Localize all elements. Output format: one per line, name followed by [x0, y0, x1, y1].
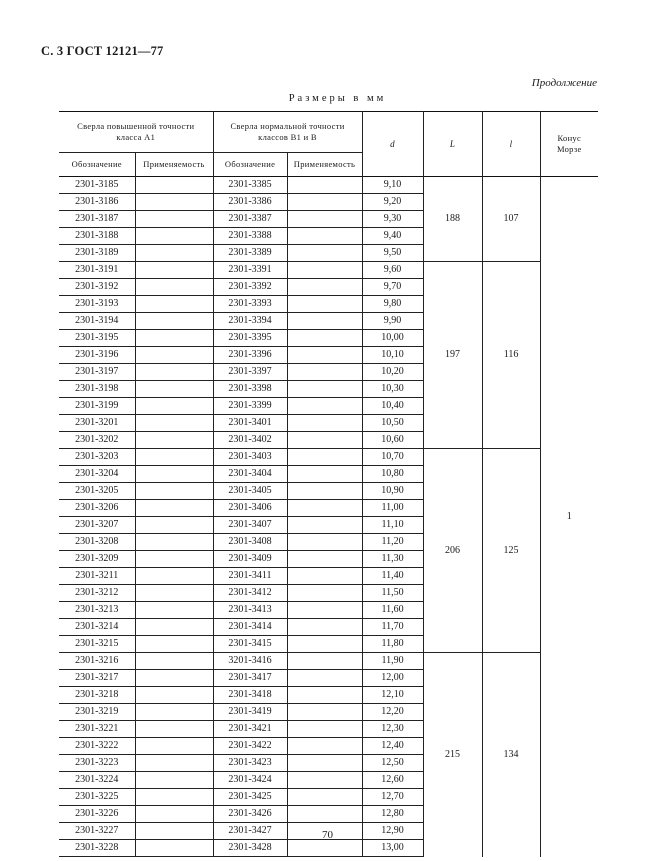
applicability-b-cell [287, 364, 362, 381]
designation-b-cell: 2301-3396 [213, 347, 287, 364]
applicability-a1-cell [135, 466, 213, 483]
diameter-cell: 10,40 [362, 398, 423, 415]
diameter-cell: 12,90 [362, 823, 423, 840]
applicability-a1-cell [135, 347, 213, 364]
applicability-b-cell [287, 466, 362, 483]
applicability-a1-cell [135, 551, 213, 568]
designation-a1-cell: 2301-3216 [59, 653, 135, 670]
column-header-morse: Конус Морзе [540, 112, 598, 177]
column-header-applicability-b: Применяемость [287, 153, 362, 177]
designation-a1-cell: 2301-3228 [59, 840, 135, 857]
applicability-b-cell [287, 568, 362, 585]
diameter-cell: 10,90 [362, 483, 423, 500]
diameter-cell: 11,10 [362, 517, 423, 534]
column-header-applicability-a1: Применяемость [135, 153, 213, 177]
applicability-a1-cell [135, 245, 213, 262]
designation-b-cell: 2301-3394 [213, 313, 287, 330]
table-row [59, 449, 598, 466]
applicability-a1-cell [135, 517, 213, 534]
applicability-a1-cell [135, 738, 213, 755]
applicability-a1-cell [135, 840, 213, 857]
applicability-a1-cell [135, 636, 213, 653]
designation-b-cell: 2301-3393 [213, 296, 287, 313]
applicability-a1-cell [135, 483, 213, 500]
designation-a1-cell: 2301-3194 [59, 313, 135, 330]
applicability-b-cell [287, 653, 362, 670]
diameter-cell: 10,80 [362, 466, 423, 483]
designation-b-cell: 2301-3389 [213, 245, 287, 262]
column-header-designation-b: Обозначение [213, 153, 287, 177]
diameter-cell: 10,20 [362, 364, 423, 381]
applicability-b-cell [287, 789, 362, 806]
applicability-b-cell [287, 721, 362, 738]
designation-a1-cell: 2301-3223 [59, 755, 135, 772]
designation-a1-cell: 2301-3226 [59, 806, 135, 823]
applicability-a1-cell [135, 313, 213, 330]
group-header-b: Сверла нормальной точности классов В1 и В [213, 112, 362, 153]
designation-a1-cell: 2301-3196 [59, 347, 135, 364]
applicability-b-cell [287, 279, 362, 296]
designation-a1-cell: 2301-3199 [59, 398, 135, 415]
applicability-b-cell [287, 415, 362, 432]
applicability-b-cell [287, 551, 362, 568]
document-header: С. 3 ГОСТ 12121—77 [41, 44, 164, 58]
applicability-a1-cell [135, 585, 213, 602]
applicability-b-cell [287, 228, 362, 245]
designation-a1-cell: 2301-3219 [59, 704, 135, 721]
designation-b-cell: 2301-3413 [213, 602, 287, 619]
column-header-l: l [482, 112, 540, 177]
designation-b-cell: 2301-3417 [213, 670, 287, 687]
designation-b-cell: 2301-3424 [213, 772, 287, 789]
diameter-cell: 11,80 [362, 636, 423, 653]
applicability-b-cell [287, 432, 362, 449]
applicability-b-cell [287, 296, 362, 313]
designation-b-cell: 2301-3411 [213, 568, 287, 585]
applicability-b-cell [287, 670, 362, 687]
length-l-cell: 107 [482, 177, 540, 262]
applicability-b-cell [287, 500, 362, 517]
designation-a1-cell: 2301-3201 [59, 415, 135, 432]
applicability-a1-cell [135, 755, 213, 772]
designation-a1-cell: 2301-3207 [59, 517, 135, 534]
applicability-a1-cell [135, 330, 213, 347]
designation-b-cell: 2301-3426 [213, 806, 287, 823]
diameter-cell: 11,30 [362, 551, 423, 568]
diameter-cell: 9,80 [362, 296, 423, 313]
applicability-a1-cell [135, 279, 213, 296]
table-row [59, 653, 598, 670]
applicability-b-cell [287, 534, 362, 551]
applicability-b-cell [287, 806, 362, 823]
designation-a1-cell: 2301-3195 [59, 330, 135, 347]
designation-b-cell: 2301-3423 [213, 755, 287, 772]
designation-a1-cell: 2301-3202 [59, 432, 135, 449]
applicability-b-cell [287, 194, 362, 211]
designation-a1-cell: 2301-3225 [59, 789, 135, 806]
diameter-cell: 10,60 [362, 432, 423, 449]
designation-a1-cell: 2301-3187 [59, 211, 135, 228]
designation-a1-cell: 2301-3222 [59, 738, 135, 755]
table-row [59, 262, 598, 279]
designation-a1-cell: 2301-3217 [59, 670, 135, 687]
diameter-cell: 12,20 [362, 704, 423, 721]
designation-a1-cell: 2301-3185 [59, 177, 135, 194]
applicability-a1-cell [135, 789, 213, 806]
designation-a1-cell: 2301-3197 [59, 364, 135, 381]
designation-a1-cell: 2301-3221 [59, 721, 135, 738]
diameter-cell: 12,10 [362, 687, 423, 704]
applicability-b-cell [287, 449, 362, 466]
column-header-designation-a1: Обозначение [59, 153, 135, 177]
diameter-cell: 12,50 [362, 755, 423, 772]
diameter-cell: 13,00 [362, 840, 423, 857]
applicability-a1-cell [135, 211, 213, 228]
designation-b-cell: 2301-3421 [213, 721, 287, 738]
applicability-a1-cell [135, 721, 213, 738]
length-l-cell: 125 [482, 449, 540, 653]
diameter-cell: 9,30 [362, 211, 423, 228]
diameter-cell: 9,50 [362, 245, 423, 262]
designation-a1-cell: 2301-3191 [59, 262, 135, 279]
applicability-b-cell [287, 517, 362, 534]
diameter-cell: 11,40 [362, 568, 423, 585]
designation-b-cell: 2301-3408 [213, 534, 287, 551]
applicability-b-cell [287, 636, 362, 653]
designation-a1-cell: 2301-3203 [59, 449, 135, 466]
designation-b-cell: 2301-3388 [213, 228, 287, 245]
designation-a1-cell: 2301-3215 [59, 636, 135, 653]
applicability-a1-cell [135, 449, 213, 466]
designation-b-cell: 2301-3427 [213, 823, 287, 840]
applicability-a1-cell [135, 398, 213, 415]
applicability-a1-cell [135, 194, 213, 211]
column-header-d: d [362, 112, 423, 177]
applicability-b-cell [287, 347, 362, 364]
length-L-cell: 215 [423, 653, 482, 857]
applicability-a1-cell [135, 568, 213, 585]
applicability-b-cell [287, 211, 362, 228]
applicability-a1-cell [135, 262, 213, 279]
designation-a1-cell: 2301-3206 [59, 500, 135, 517]
designation-a1-cell: 2301-3224 [59, 772, 135, 789]
applicability-a1-cell [135, 500, 213, 517]
applicability-a1-cell [135, 653, 213, 670]
designation-b-cell: 2301-3422 [213, 738, 287, 755]
designation-b-cell: 2301-3418 [213, 687, 287, 704]
applicability-b-cell [287, 704, 362, 721]
designation-a1-cell: 2301-3193 [59, 296, 135, 313]
designation-a1-cell: 2301-3204 [59, 466, 135, 483]
applicability-b-cell [287, 330, 362, 347]
diameter-cell: 9,20 [362, 194, 423, 211]
applicability-b-cell [287, 398, 362, 415]
designation-b-cell: 2301-3387 [213, 211, 287, 228]
length-l-cell: 134 [482, 653, 540, 857]
designation-b-cell: 2301-3412 [213, 585, 287, 602]
diameter-cell: 9,90 [362, 313, 423, 330]
diameter-cell: 9,40 [362, 228, 423, 245]
diameter-cell: 9,10 [362, 177, 423, 194]
applicability-a1-cell [135, 619, 213, 636]
designation-a1-cell: 2301-3218 [59, 687, 135, 704]
designation-b-cell: 2301-3386 [213, 194, 287, 211]
drill-dimensions-table [59, 111, 598, 857]
designation-b-cell: 2301-3385 [213, 177, 287, 194]
designation-b-cell: 2301-3405 [213, 483, 287, 500]
length-L-cell: 188 [423, 177, 482, 262]
designation-b-cell: 3201-3416 [213, 653, 287, 670]
applicability-b-cell [287, 840, 362, 857]
applicability-a1-cell [135, 228, 213, 245]
diameter-cell: 9,70 [362, 279, 423, 296]
applicability-a1-cell [135, 687, 213, 704]
applicability-b-cell [287, 483, 362, 500]
diameter-cell: 10,70 [362, 449, 423, 466]
applicability-a1-cell [135, 296, 213, 313]
designation-a1-cell: 2301-3212 [59, 585, 135, 602]
column-header-L: L [423, 112, 482, 177]
applicability-a1-cell [135, 381, 213, 398]
diameter-cell: 12,60 [362, 772, 423, 789]
group-header-a1: Сверла повышенной точности класса А1 [59, 112, 213, 153]
designation-b-cell: 2301-3392 [213, 279, 287, 296]
applicability-a1-cell [135, 704, 213, 721]
designation-b-cell: 2301-3407 [213, 517, 287, 534]
diameter-cell: 11,90 [362, 653, 423, 670]
applicability-b-cell [287, 738, 362, 755]
designation-b-cell: 2301-3402 [213, 432, 287, 449]
applicability-b-cell [287, 381, 362, 398]
length-L-cell: 197 [423, 262, 482, 449]
designation-a1-cell: 2301-3227 [59, 823, 135, 840]
applicability-b-cell [287, 772, 362, 789]
table-row [59, 177, 598, 194]
designation-b-cell: 2301-3398 [213, 381, 287, 398]
designation-a1-cell: 2301-3214 [59, 619, 135, 636]
designation-b-cell: 2301-3425 [213, 789, 287, 806]
designation-a1-cell: 2301-3208 [59, 534, 135, 551]
designation-a1-cell: 2301-3189 [59, 245, 135, 262]
diameter-cell: 11,70 [362, 619, 423, 636]
applicability-a1-cell [135, 772, 213, 789]
designation-a1-cell: 2301-3205 [59, 483, 135, 500]
applicability-a1-cell [135, 806, 213, 823]
diameter-cell: 11,50 [362, 585, 423, 602]
applicability-a1-cell [135, 415, 213, 432]
diameter-cell: 12,80 [362, 806, 423, 823]
diameter-cell: 12,40 [362, 738, 423, 755]
applicability-b-cell [287, 313, 362, 330]
table-body [59, 177, 598, 857]
designation-b-cell: 2301-3428 [213, 840, 287, 857]
applicability-b-cell [287, 585, 362, 602]
applicability-b-cell [287, 687, 362, 704]
page-number: 70 [322, 829, 333, 841]
applicability-b-cell [287, 755, 362, 772]
diameter-cell: 11,20 [362, 534, 423, 551]
designation-a1-cell: 2301-3192 [59, 279, 135, 296]
applicability-a1-cell [135, 364, 213, 381]
applicability-b-cell [287, 245, 362, 262]
designation-b-cell: 2301-3401 [213, 415, 287, 432]
applicability-a1-cell [135, 177, 213, 194]
designation-b-cell: 2301-3415 [213, 636, 287, 653]
morse-taper-cell: 1 [540, 177, 598, 857]
designation-b-cell: 2301-3403 [213, 449, 287, 466]
designation-b-cell: 2301-3391 [213, 262, 287, 279]
applicability-a1-cell [135, 534, 213, 551]
diameter-cell: 12,70 [362, 789, 423, 806]
designation-b-cell: 2301-3419 [213, 704, 287, 721]
length-l-cell: 116 [482, 262, 540, 449]
designation-a1-cell: 2301-3209 [59, 551, 135, 568]
designation-b-cell: 2301-3395 [213, 330, 287, 347]
designation-b-cell: 2301-3414 [213, 619, 287, 636]
applicability-b-cell [287, 602, 362, 619]
designation-a1-cell: 2301-3186 [59, 194, 135, 211]
designation-a1-cell: 2301-3213 [59, 602, 135, 619]
applicability-b-cell [287, 619, 362, 636]
designation-b-cell: 2301-3409 [213, 551, 287, 568]
diameter-cell: 9,60 [362, 262, 423, 279]
continuation-label: Продолжение [531, 77, 597, 89]
applicability-a1-cell [135, 670, 213, 687]
diameter-cell: 10,50 [362, 415, 423, 432]
designation-b-cell: 2301-3399 [213, 398, 287, 415]
diameter-cell: 10,10 [362, 347, 423, 364]
diameter-cell: 11,00 [362, 500, 423, 517]
designation-a1-cell: 2301-3198 [59, 381, 135, 398]
applicability-a1-cell [135, 602, 213, 619]
dimensions-note: Размеры в мм [288, 93, 387, 104]
diameter-cell: 10,00 [362, 330, 423, 347]
length-L-cell: 206 [423, 449, 482, 653]
designation-a1-cell: 2301-3188 [59, 228, 135, 245]
diameter-cell: 10,30 [362, 381, 423, 398]
designation-b-cell: 2301-3406 [213, 500, 287, 517]
applicability-b-cell [287, 177, 362, 194]
applicability-a1-cell [135, 432, 213, 449]
diameter-cell: 12,30 [362, 721, 423, 738]
designation-b-cell: 2301-3404 [213, 466, 287, 483]
diameter-cell: 11,60 [362, 602, 423, 619]
designation-b-cell: 2301-3397 [213, 364, 287, 381]
applicability-b-cell [287, 262, 362, 279]
diameter-cell: 12,00 [362, 670, 423, 687]
designation-a1-cell: 2301-3211 [59, 568, 135, 585]
